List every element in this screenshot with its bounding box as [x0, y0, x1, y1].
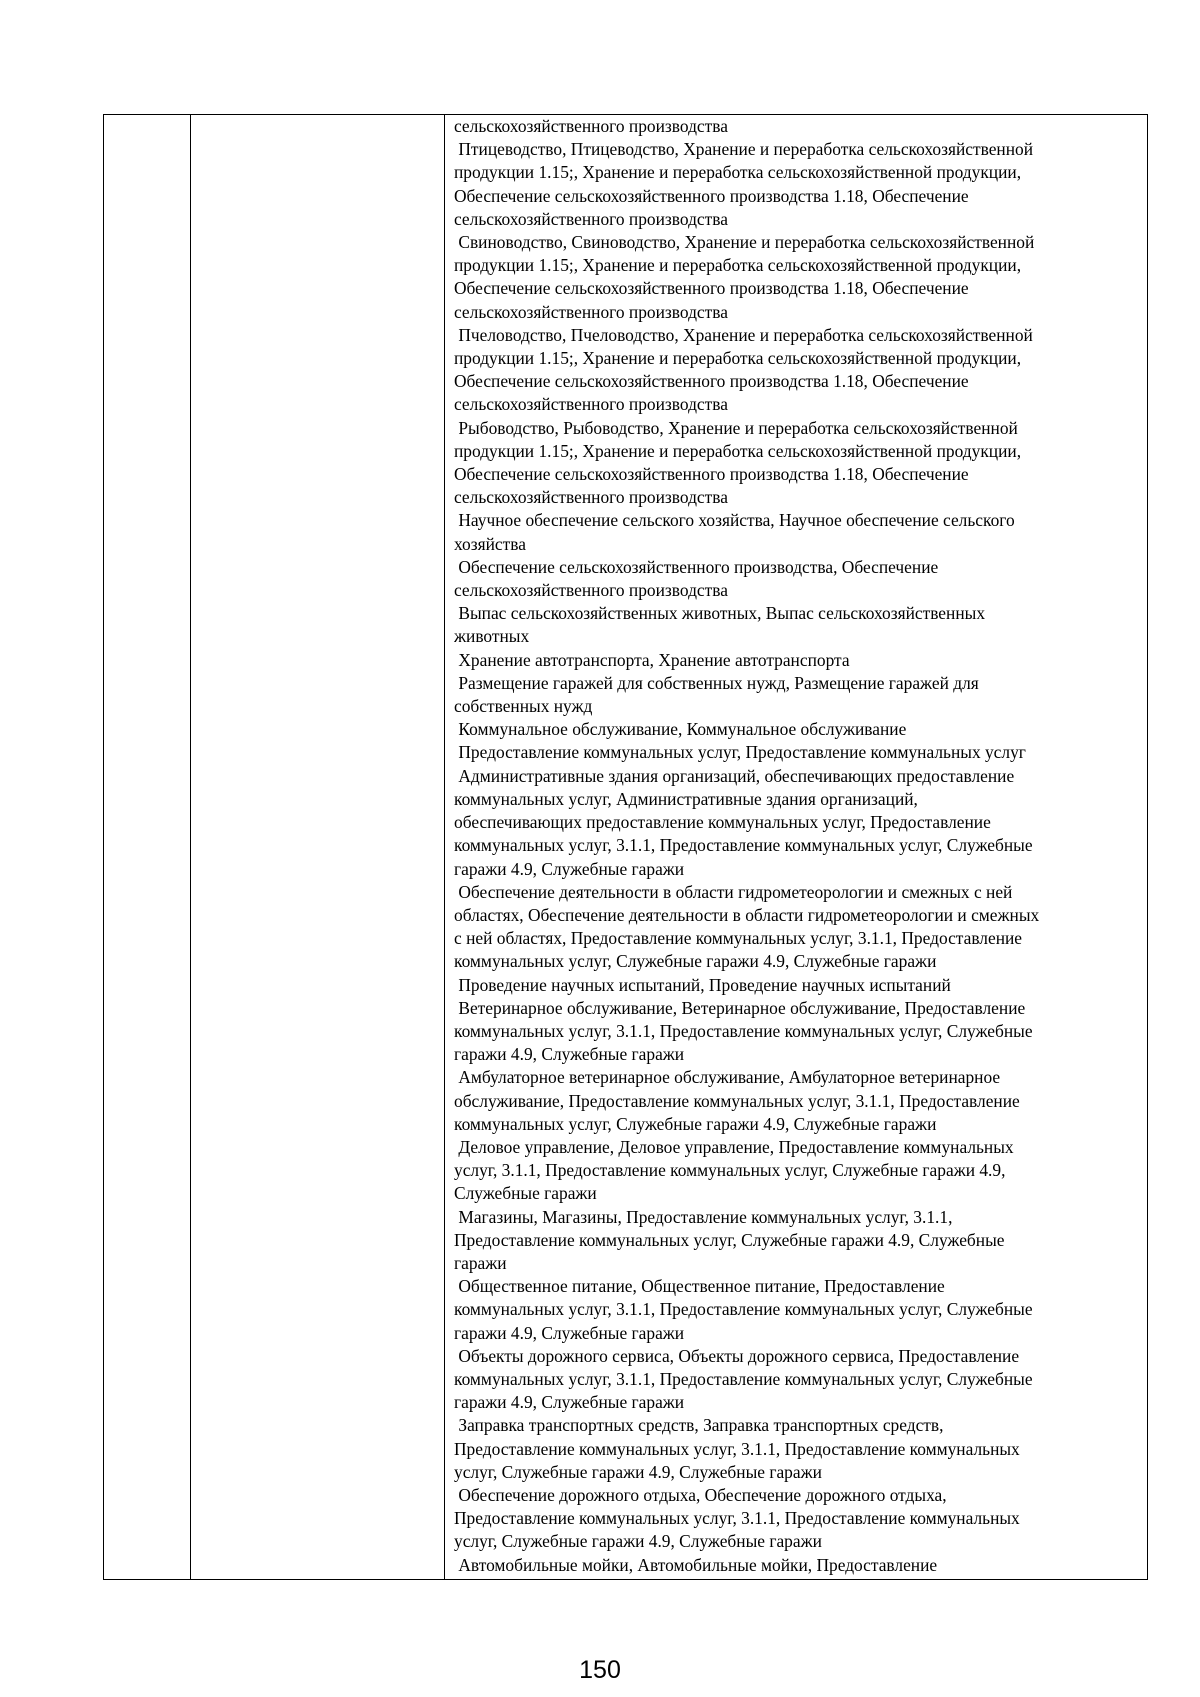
- list-item: Пчеловодство, Пчеловодство, Хранение и переработка сельскохозяйственной продукции 1.15;, Хранение и переработка сельскохозяйственной продукции, Обеспечение сельскохозяйственного производства 1.18, Обеспечение сельскохозяйственного производства: [454, 324, 1033, 415]
- column-divider: [190, 115, 191, 1579]
- list-item: Деловое управление, Деловое управление, Предоставление коммунальных услуг, 3.1.1, Предоставление коммунальных услуг, Служебные гаражи 4.9, Служебные гаражи: [454, 1136, 1014, 1204]
- list-item: Обеспечение сельскохозяйственного производства, Обеспечение сельскохозяйственного производства: [454, 556, 939, 601]
- land-use-table: [103, 114, 1148, 1580]
- list-item: Автомобильные мойки, Автомобильные мойки, Предоставление: [454, 1554, 938, 1575]
- list-item: Научное обеспечение сельского хозяйства, Научное обеспечение сельского хозяйства: [454, 510, 1015, 554]
- list-item: Общественное питание, Общественное питание, Предоставление коммунальных услуг, 3.1.1, Предоставление коммунальных услуг, Служебные гаражи 4.9, Служебные гаражи: [454, 1276, 1033, 1343]
- list-item: Амбулаторное ветеринарное обслуживание, Амбулаторное ветеринарное обслуживание, Предоставление коммунальных услуг, 3.1.1, Предоставление коммунальных услуг, Служебные гаражи 4.9, Служебные гаражи: [454, 1067, 1020, 1134]
- list-item: Птицеводство, Птицеводство, Хранение и переработка сельскохозяйственной продукции 1.15;, Хранение и переработка сельскохозяйственной продукции, Обеспечение сельскохозяйственного производства 1.18, Обеспечение сельскохозяйственного производства: [454, 139, 1034, 229]
- list-item: Выпас сельскохозяйственных животных, Выпас сельскохозяйственных животных: [454, 603, 986, 647]
- list-item: Размещение гаражей для собственных нужд, Размещение гаражей для собственных нужд: [454, 672, 979, 717]
- list-item: Коммунальное обслуживание, Коммунальное обслуживание: [454, 719, 907, 740]
- list-item: Административные здания организаций, обеспечивающих предоставление коммунальных услуг, Административные здания организаций, обеспечивающих предоставление коммунальных услуг, Предоставление коммунальных услуг, 3.1.1, Предоставление коммунальных услуг, Служебные гаражи 4.9, Служебные гаражи: [454, 765, 1033, 879]
- list-item: Хранение автотранспорта, Хранение автотранспорта: [454, 649, 850, 670]
- page-number: 150: [579, 1656, 621, 1684]
- list-item: Рыбоводство, Рыбоводство, Хранение и переработка сельскохозяйственной продукции 1.15;, Хранение и переработка сельскохозяйственной продукции, Обеспечение сельскохозяйственного производства 1.18, Обеспечение сельскохозяйственного производства: [454, 417, 1022, 508]
- list-item: Ветеринарное обслуживание, Ветеринарное обслуживание, Предоставление коммунальных услуг, 3.1.1, Предоставление коммунальных услуг, Служебные гаражи 4.9, Служебные гаражи: [454, 997, 1033, 1065]
- list-item: Объекты дорожного сервиса, Объекты дорожного сервиса, Предоставление коммунальных услуг, 3.1.1, Предоставление коммунальных услуг, Служебные гаражи 4.9, Служебные гаражи: [454, 1345, 1033, 1413]
- list-item: Обеспечение деятельности в области гидрометеорологии и смежных с ней областях, Обеспечение деятельности в области гидрометеорологии и смежных с ней областях, Предоставление коммунальных услуг, 3.1.1, Предоставление коммунальных услуг, Служебные гаражи 4.9, Служебные гаражи: [454, 881, 1040, 972]
- list-item: Магазины, Магазины, Предоставление коммунальных услуг, 3.1.1, Предоставление коммунальных услуг, Служебные гаражи 4.9, Служебные гаражи: [454, 1206, 1005, 1273]
- list-item: Проведение научных испытаний, Проведение научных испытаний: [454, 974, 951, 995]
- list-item: сельскохозяйственного производства: [454, 116, 728, 136]
- list-item: Заправка транспортных средств, Заправка транспортных средств, Предоставление коммунальных услуг, 3.1.1, Предоставление коммунальных услуг, Служебные гаражи 4.9, Служебные гаражи: [454, 1415, 1020, 1482]
- list-item: Обеспечение дорожного отдыха, Обеспечение дорожного отдыха, Предоставление коммунальных услуг, 3.1.1, Предоставление коммунальных услуг, Служебные гаражи 4.9, Служебные гаражи: [454, 1484, 1020, 1552]
- column-divider: [444, 115, 445, 1579]
- list-item: Предоставление коммунальных услуг, Предоставление коммунальных услуг: [454, 742, 1026, 763]
- list-item: Свиноводство, Свиноводство, Хранение и переработка сельскохозяйственной продукции 1.15;, Хранение и переработка сельскохозяйственной продукции, Обеспечение сельскохозяйственного производства 1.18, Обеспечение сельскохозяйственного производства: [454, 232, 1035, 322]
- permitted-use-cell: [454, 115, 1144, 1581]
